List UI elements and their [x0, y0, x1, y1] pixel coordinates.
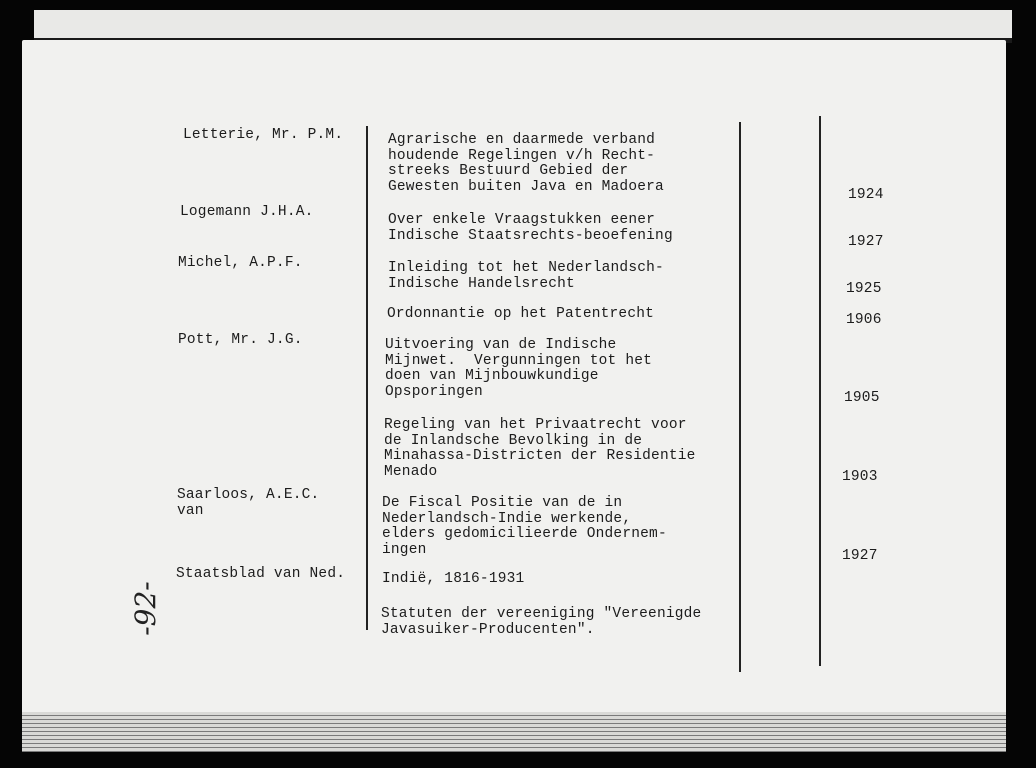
title: Agrarische en daarmede verband houdende Regelingen v/h Recht- streeks Bestuurd Gebied der Gewesten buiten Java en Madoera — [388, 132, 664, 195]
page-number: -92- — [128, 581, 162, 636]
year: 1927 — [842, 548, 878, 564]
year: 1905 — [844, 390, 880, 406]
author: Saarloos, A.E.C. van — [177, 487, 320, 519]
column-divider-year — [819, 116, 821, 666]
year: 1924 — [848, 187, 884, 203]
title: Ordonnantie op het Patentrecht — [387, 306, 655, 322]
title: Indië, 1816-1931 — [382, 571, 525, 587]
column-divider-title — [739, 122, 741, 672]
author: Letterie, Mr. P.M. — [183, 127, 344, 143]
author: Pott, Mr. J.G. — [178, 332, 303, 348]
author: Logemann J.H.A. — [180, 204, 314, 220]
author: Michel, A.P.F. — [178, 255, 303, 271]
title: Uitvoering van de Indische Mijnwet. Vergunningen tot het doen van Mijnbouwkundige Opsporingen — [385, 337, 653, 400]
year: 1925 — [846, 281, 882, 297]
column-divider-author — [366, 126, 368, 630]
card-stack-edge — [22, 712, 1006, 752]
title: Over enkele Vraagstukken eener Indische Staatsrechts-beoefening — [388, 212, 673, 244]
title: De Fiscal Positie van de in Nederlandsch-Indie werkende, elders gedomicilieerde Ondernem- ingen — [382, 495, 667, 558]
year: 1927 — [848, 234, 884, 250]
top-edge — [34, 10, 1012, 40]
author: Staatsblad van Ned. — [176, 566, 346, 582]
year: 1906 — [846, 312, 882, 328]
title: Regeling van het Privaatrecht voor de Inlandsche Bevolking in de Minahassa-Districten der Residentie Menado — [384, 417, 696, 480]
year: 1903 — [842, 469, 878, 485]
title: Inleiding tot het Nederlandsch- Indische Handelsrecht — [388, 260, 664, 292]
title: Statuten der vereeniging "Vereenigde Javasuiker-Producenten". — [381, 606, 702, 638]
